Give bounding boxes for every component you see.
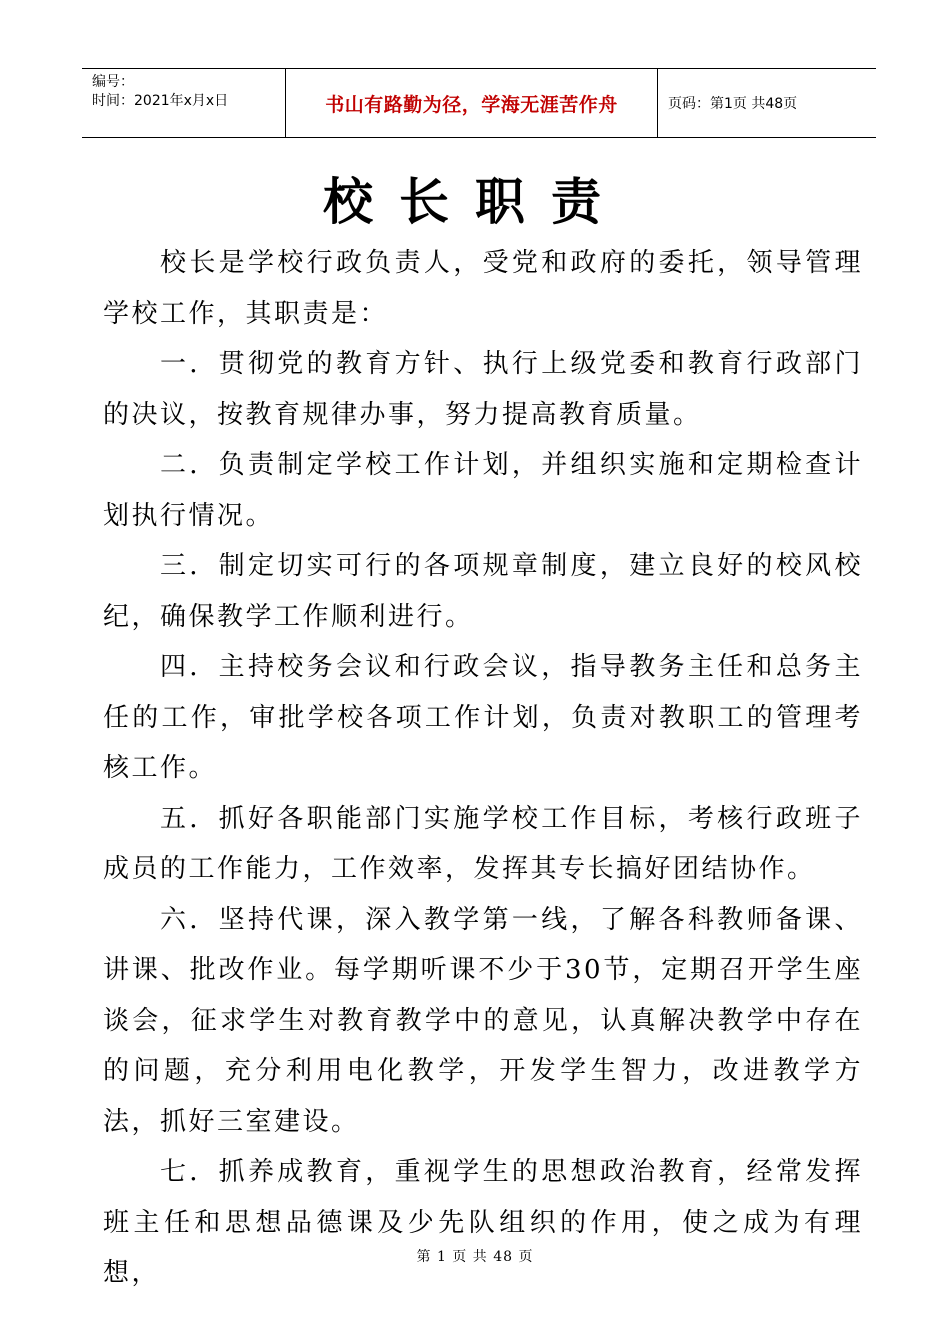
paragraph-3: 三．制定切实可行的各项规章制度，建立良好的校风校纪，确保教学工作顺利进行。 [103,551,863,632]
page-footer: 第 1 页 共 48 页 [416,1249,534,1265]
motto-text: 书山有路勤为径，学海无涯苦作舟 [325,93,618,116]
paragraph-1: 一．贯彻党的教育方针、执行上级党委和教育行政部门的决议，按教育规律办事，努力提高教育质量。 [103,349,863,430]
document-title: 校长职责 [323,173,627,231]
document-body [103,238,863,1299]
paragraph-intro: 校长是学校行政负责人，受党和政府的委托，领导管理学校工作，其职责是： [103,248,863,329]
number-label: 编号： [92,74,134,90]
document-header [82,68,876,138]
time-label: 时间：2021年x月x日 [92,93,229,109]
paragraph-5: 五．抓好各职能部门实施学校工作目标，考核行政班子成员的工作能力，工作效率，发挥其专长搞好团结协作。 [103,803,863,884]
paragraph-4: 四．主持校务会议和行政会议，指导教务主任和总务主任的工作，审批学校各项工作计划，负责对教职工的管理考核工作。 [103,652,863,783]
header-page-cell [658,69,876,137]
paragraph-6: 六．坚持代课，深入教学第一线，了解各科教师备课、讲课、批改作业。每学期听课不少于30节，定期召开学生座谈会，征求学生对教育教学中的意见，认真解决教学中存在的问题，充分利用电化教学，开发学生智力，改进教学方法，抓好三室建设。 [103,904,863,1137]
header-meta [82,69,286,137]
paragraph-7: 七．抓养成教育，重视学生的思想政治教育，经常发挥班主任和思想品德课及少先队组织的作用，使之成为有理想， [103,1157,863,1288]
header-motto-cell [286,69,658,137]
page-info: 页码：第1页 共48页 [668,96,798,112]
paragraph-2: 二．负责制定学校工作计划，并组织实施和定期检查计划执行情况。 [103,450,863,531]
